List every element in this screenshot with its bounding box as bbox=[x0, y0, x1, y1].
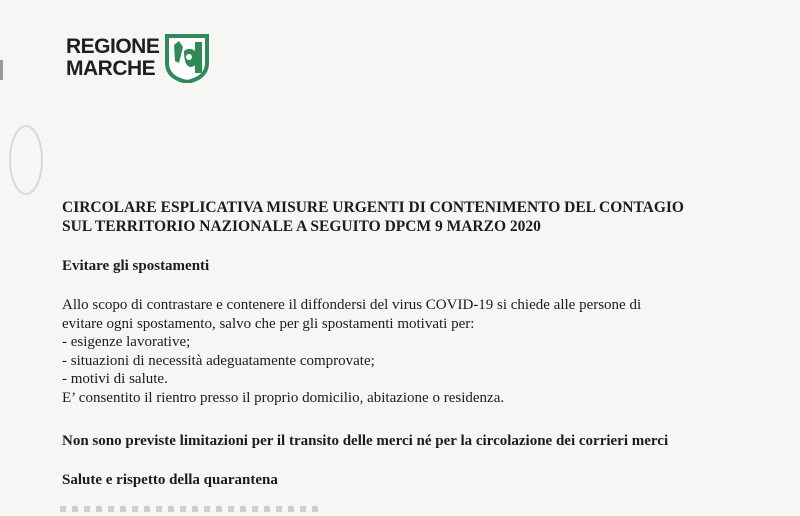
logo-line1: REGIONE bbox=[66, 35, 160, 58]
paragraph-line: evitare ogni spostamento, salvo che per gli spostamenti motivati per: bbox=[62, 315, 475, 332]
section-paragraph bbox=[62, 296, 738, 408]
title-line-1: CIRCOLARE ESPLICATIVA MISURE URGENTI DI CONTENIMENTO DEL CONTAGIO bbox=[62, 199, 684, 216]
paragraph-line: E’ consentito il rientro presso il proprio domicilio, abitazione o residenza. bbox=[62, 389, 505, 406]
cut-off-text-line bbox=[60, 506, 320, 512]
regione-marche-logo bbox=[66, 33, 209, 83]
section-heading-spostamenti: Evitare gli spostamenti bbox=[62, 258, 210, 274]
scan-edge-mark bbox=[0, 60, 3, 80]
regione-marche-emblem-icon bbox=[165, 33, 209, 83]
list-item: - situazioni di necessità adeguatamente comprovate; bbox=[62, 352, 375, 369]
title-line-2: SUL TERRITORIO NAZIONALE A SEGUITO DPCM 9 MARZO 2020 bbox=[62, 218, 541, 235]
merci-notice: Non sono previste limitazioni per il transito delle merci né per la circolazione dei corrieri merci bbox=[62, 433, 669, 449]
document-title bbox=[62, 198, 762, 236]
paragraph-line: Allo scopo di contrastare e contenere il diffondersi del virus COVID-19 si chiede alle persone di bbox=[62, 297, 642, 313]
logo-line2: MARCHE bbox=[66, 57, 156, 80]
section-heading-quarantena: Salute e rispetto della quarantena bbox=[62, 472, 278, 488]
faint-stamp-icon bbox=[6, 120, 46, 200]
logo-text bbox=[66, 36, 159, 80]
list-item: - esigenze lavorative; bbox=[62, 334, 191, 351]
list-item: - motivi di salute. bbox=[62, 371, 168, 388]
